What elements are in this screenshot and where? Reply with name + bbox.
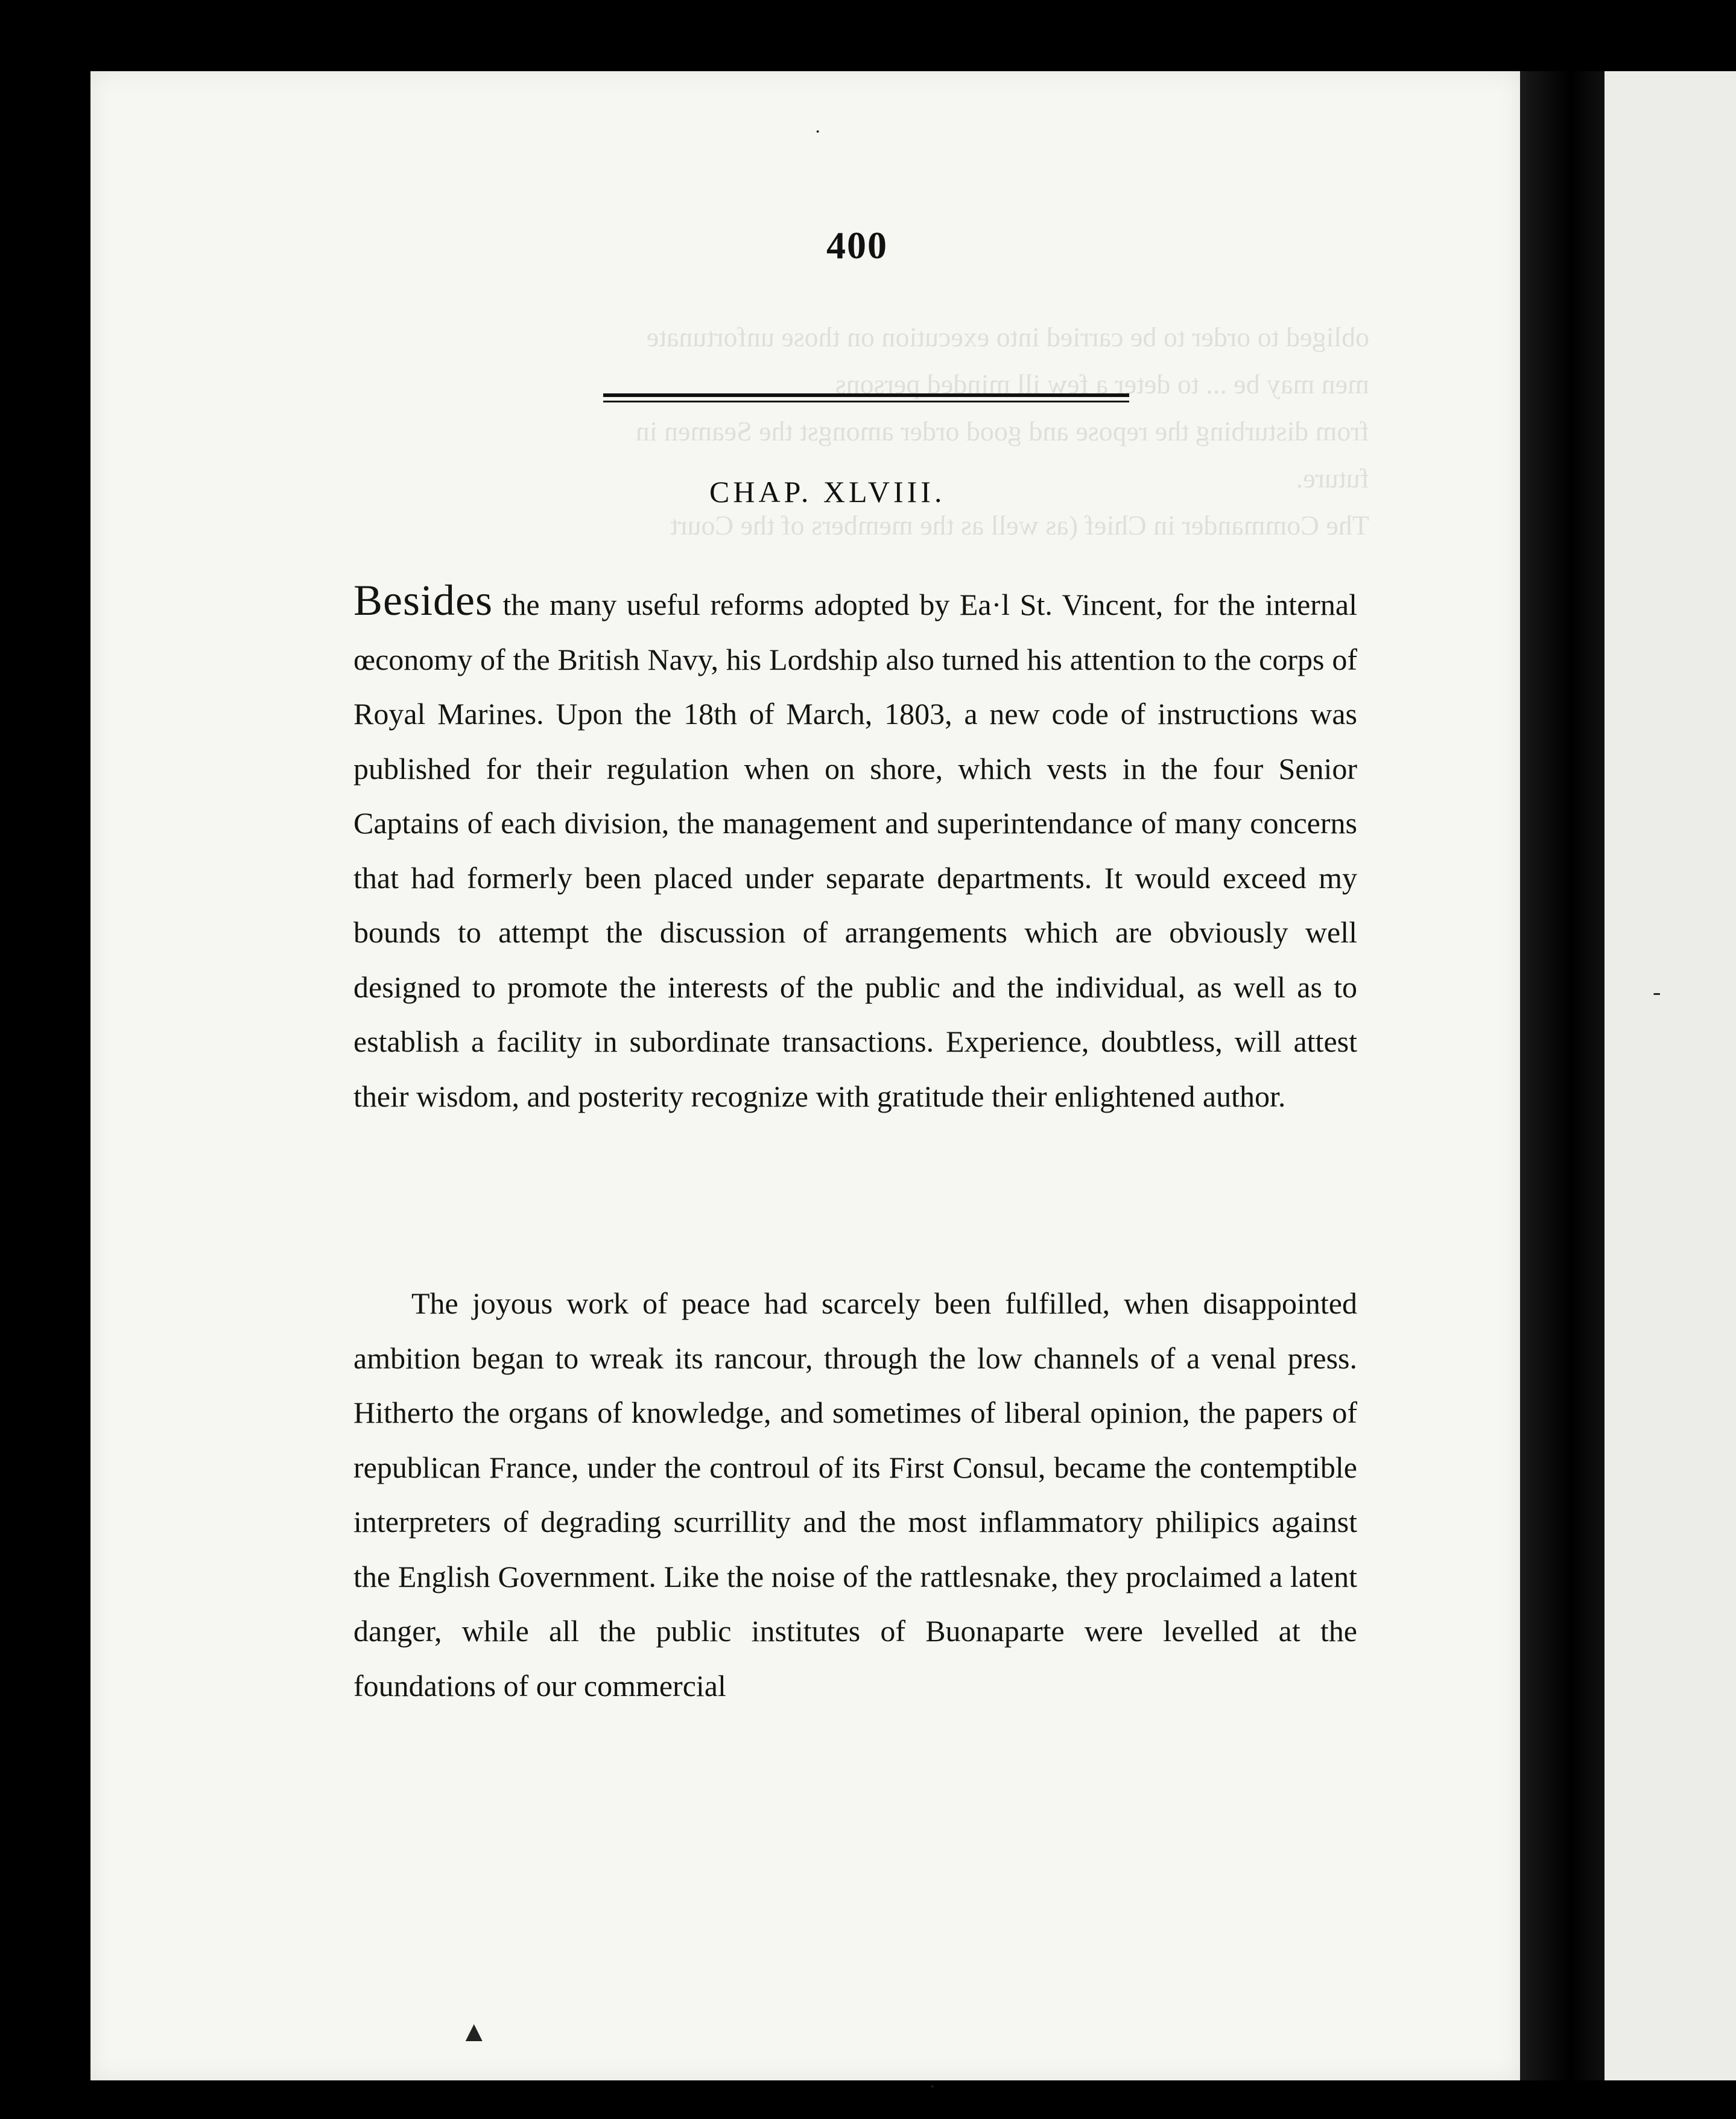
facing-page-edge <box>1605 71 1736 2080</box>
heading-rule-thin <box>603 401 1129 402</box>
heading-rule <box>603 393 1129 397</box>
book-gutter <box>1520 71 1605 2080</box>
chapter-heading: CHAP. XLVIII. <box>709 475 946 509</box>
paragraph-1-text: the many useful reforms adopted by Ea·l St. Vincent, for the internal œconomy of the British Navy, his Lordship also turned his attention to the corps of Royal Marines. Upon the 18th of March, 1803, a new code of instructions was published for their regulation when on shore, which vests in the four Senior Captains of each division, the management and superintendance of many concerns that had formerly been placed under separate departments. It would exceed my bounds to attempt the discussion of arrangements which are obviously well designed to promote the interests of the public and the individual, as well as to establish a facility in subordinate transactions. Experience, doubtless, will attest their wisdom, and posterity recognize with gratitude their enlightened author. <box>353 588 1357 1113</box>
scan-speck: · <box>814 121 822 143</box>
paragraph-1 <box>353 573 1357 1123</box>
paragraph-2: The joyous work of peace had scarcely been fulfilled, when disappointed ambition began to wreak its rancour, through the low channels of a venal press. Hitherto the organs of knowledge, and sometimes of liberal opinion, the papers of republican France, under the controul of its First Consul, became the contemptible interpreters of degrading scurrillity and the most inflammatory philipics against the English Government. Like the noise of the rattlesnake, they proclaimed a latent danger, while all the public institutes of Buonaparte were levelled at the foundations of our commercial <box>353 1286 1357 1703</box>
scan-speck: ▲ <box>460 2016 489 2048</box>
page-number: 400 <box>826 224 888 267</box>
paragraph-1-lead-word: Besides <box>353 576 493 624</box>
scan-speck: · <box>929 2076 936 2098</box>
scan-speck: - <box>1653 978 1661 1005</box>
